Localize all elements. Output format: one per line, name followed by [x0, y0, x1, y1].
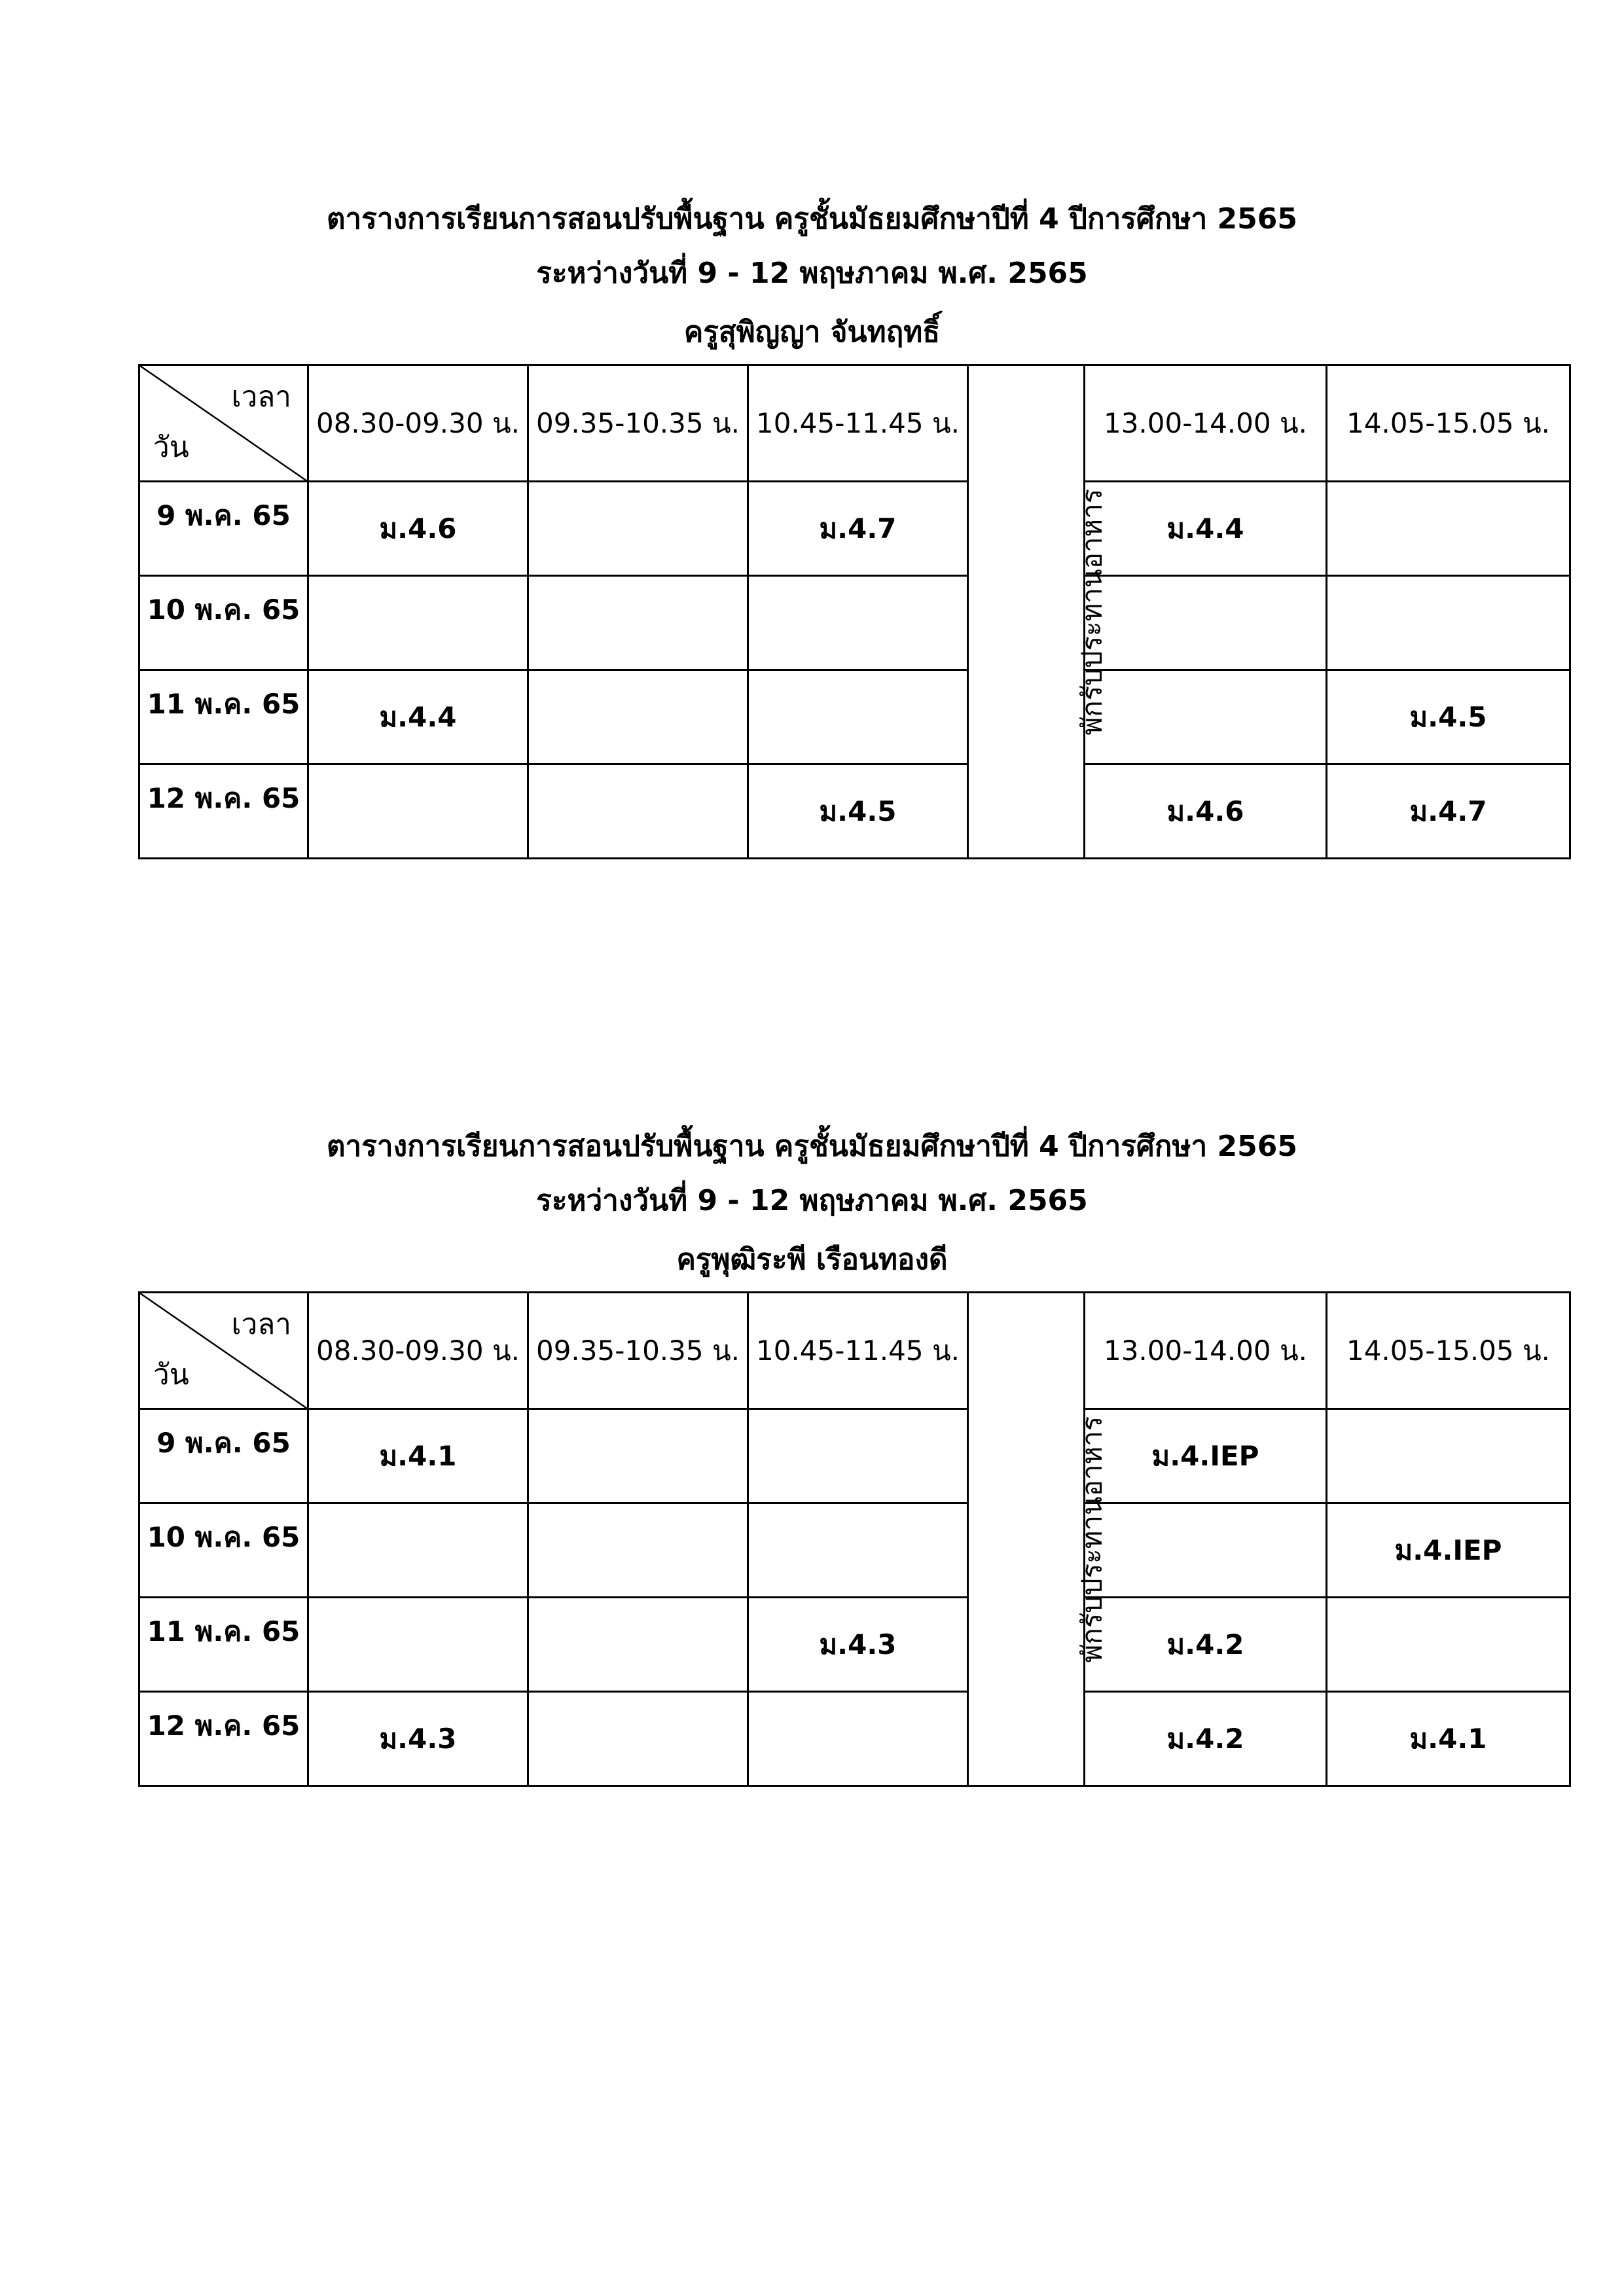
day-cell	[139, 1409, 308, 1503]
class-cell	[308, 1692, 528, 1786]
corner-header	[139, 1293, 308, 1409]
time-label: 14.05-15.05 น.	[1346, 406, 1551, 439]
time-label: 13.00-14.00 น.	[1103, 1334, 1308, 1367]
table-row	[139, 576, 1570, 670]
day-cell	[139, 1692, 308, 1786]
corner-day-label: วัน	[153, 1358, 189, 1391]
time-header	[1327, 1293, 1570, 1409]
time-header	[1085, 365, 1327, 482]
class-cell	[1085, 1598, 1327, 1692]
time-header	[528, 365, 748, 482]
class-cell	[528, 1503, 748, 1598]
class-cell	[528, 1409, 748, 1503]
class-cell	[1327, 1409, 1570, 1503]
time-header	[1085, 1293, 1327, 1409]
corner-day-label: วัน	[153, 431, 189, 464]
day-label: 9 พ.ค. 65	[156, 499, 291, 531]
time-label: 08.30-09.30 น.	[316, 406, 520, 439]
day-cell	[139, 764, 308, 859]
class-cell	[1085, 1692, 1327, 1786]
class-cell	[1327, 482, 1570, 576]
time-label: 13.00-14.00 น.	[1103, 406, 1308, 439]
table-row	[139, 670, 1570, 764]
time-header	[308, 1293, 528, 1409]
corner-time-label: เวลา	[231, 380, 291, 414]
class-cell	[1085, 1503, 1327, 1598]
class-cell	[308, 1409, 528, 1503]
day-cell	[139, 670, 308, 764]
class-label: ม.4.5	[819, 795, 897, 827]
header-row	[139, 365, 1570, 482]
time-label: 09.35-10.35 น.	[535, 1334, 740, 1367]
class-cell	[748, 576, 968, 670]
time-header	[308, 365, 528, 482]
class-cell	[308, 1598, 528, 1692]
day-cell	[139, 482, 308, 576]
header-row	[139, 1293, 1570, 1409]
time-label: 10.45-11.45 น.	[755, 406, 960, 439]
table-row	[139, 482, 1570, 576]
class-label: ม.4.2	[1166, 1722, 1244, 1755]
class-cell	[1327, 1598, 1570, 1692]
class-cell	[528, 576, 748, 670]
day-cell	[139, 1503, 308, 1598]
class-cell	[308, 670, 528, 764]
class-cell	[748, 1692, 968, 1786]
class-label: ม.4.7	[819, 512, 897, 545]
day-label: 12 พ.ค. 65	[147, 1710, 300, 1742]
class-cell	[1327, 1692, 1570, 1786]
class-cell	[748, 1598, 968, 1692]
time-header	[748, 365, 968, 482]
class-cell	[748, 482, 968, 576]
class-label: ม.4.2	[1166, 1628, 1244, 1660]
class-cell	[748, 1409, 968, 1503]
class-cell	[308, 764, 528, 859]
class-cell	[308, 1503, 528, 1598]
class-label: ม.4.1	[379, 1439, 457, 1472]
lunch-break-column	[968, 365, 1108, 859]
class-cell	[528, 764, 748, 859]
time-label: 09.35-10.35 น.	[535, 406, 740, 439]
class-cell	[528, 482, 748, 576]
class-cell	[528, 1598, 748, 1692]
class-label: ม.4.3	[379, 1722, 457, 1755]
time-header	[748, 1293, 968, 1409]
schedule-title: ตารางการเรียนการสอนปรับพื้นฐาน ครูชั้นมัธยมศึกษาปีที่ 4 ปีการศึกษา 2565	[326, 202, 1297, 236]
time-label: 10.45-11.45 น.	[755, 1334, 960, 1367]
class-cell	[1327, 670, 1570, 764]
table-row	[139, 764, 1570, 859]
class-cell	[748, 764, 968, 859]
class-cell	[1085, 764, 1327, 859]
time-label: 14.05-15.05 น.	[1346, 1334, 1551, 1367]
time-label: 08.30-09.30 น.	[316, 1334, 520, 1367]
day-cell	[139, 576, 308, 670]
day-label: 11 พ.ค. 65	[147, 688, 300, 720]
day-cell	[139, 1598, 308, 1692]
table-row	[139, 1692, 1570, 1786]
lunch-break-column	[968, 1293, 1108, 1786]
class-label: ม.4.IEP	[1151, 1439, 1259, 1472]
time-header	[528, 1293, 748, 1409]
class-cell	[1085, 482, 1327, 576]
class-cell	[1085, 576, 1327, 670]
class-label: ม.4.IEP	[1394, 1534, 1502, 1566]
day-label: 10 พ.ค. 65	[147, 594, 300, 626]
class-label: ม.4.4	[1166, 512, 1244, 545]
teacher-name: ครูพุฒิระพี เรือนทองดี	[676, 1243, 948, 1276]
class-label: ม.4.4	[379, 700, 457, 733]
corner-time-label: เวลา	[231, 1308, 291, 1341]
day-label: 11 พ.ค. 65	[147, 1615, 300, 1647]
schedule-period: ระหว่างวันที่ 9 - 12 พฤษภาคม พ.ศ. 2565	[536, 257, 1088, 290]
lunch-break-label: พักรับประทานอาหาร	[1075, 488, 1108, 735]
class-cell	[308, 482, 528, 576]
table-row	[139, 1409, 1570, 1503]
timetable	[138, 364, 1571, 859]
day-label: 12 พ.ค. 65	[147, 782, 300, 814]
class-cell	[528, 670, 748, 764]
class-label: ม.4.7	[1409, 795, 1487, 827]
lunch-break-label: พักรับประทานอาหาร	[1075, 1416, 1108, 1662]
corner-header	[139, 365, 308, 482]
class-label: ม.4.6	[379, 512, 457, 545]
class-cell	[748, 1503, 968, 1598]
class-cell	[1085, 670, 1327, 764]
table-row	[139, 1503, 1570, 1598]
day-label: 9 พ.ค. 65	[156, 1427, 291, 1459]
class-cell	[1085, 1409, 1327, 1503]
class-label: ม.4.6	[1166, 795, 1244, 827]
class-cell	[1327, 764, 1570, 859]
class-cell	[528, 1692, 748, 1786]
class-cell	[748, 670, 968, 764]
class-label: ม.4.1	[1409, 1722, 1487, 1755]
class-cell	[1327, 576, 1570, 670]
day-label: 10 พ.ค. 65	[147, 1521, 300, 1553]
class-cell	[1327, 1503, 1570, 1598]
class-label: ม.4.5	[1409, 700, 1487, 733]
schedule-title: ตารางการเรียนการสอนปรับพื้นฐาน ครูชั้นมัธยมศึกษาปีที่ 4 ปีการศึกษา 2565	[326, 1130, 1297, 1163]
class-label: ม.4.3	[819, 1628, 897, 1660]
teacher-name: ครูสุพิญญา จันทฤทธิ์	[683, 315, 941, 349]
schedule-period: ระหว่างวันที่ 9 - 12 พฤษภาคม พ.ศ. 2565	[536, 1184, 1088, 1217]
class-cell	[308, 576, 528, 670]
time-header	[1327, 365, 1570, 482]
timetable	[138, 1291, 1571, 1787]
table-row	[139, 1598, 1570, 1692]
